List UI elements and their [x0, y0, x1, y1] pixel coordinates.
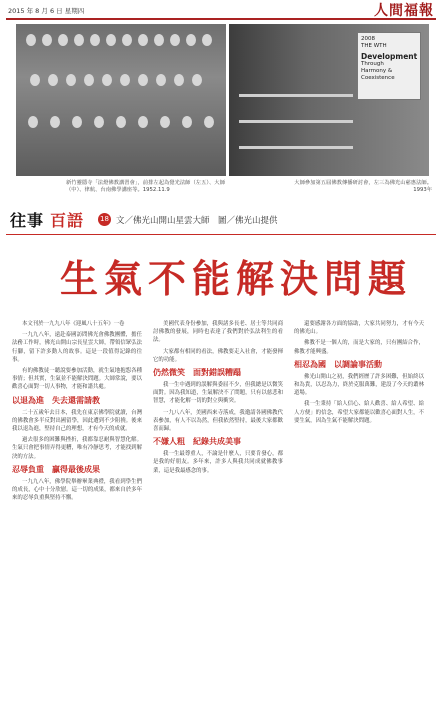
banner-line4: Through: [361, 61, 384, 67]
column-name-red: 百語: [50, 211, 85, 230]
newspaper-header: [6, 0, 436, 20]
conference-banner: [357, 32, 421, 100]
column-header: [6, 208, 436, 232]
article-title: 生氣不能解決問題: [60, 256, 413, 301]
paragraph: 本文刊於一九九八年《迎風八十五年》一卷: [22, 321, 125, 327]
issue-date: 2015 年 8 月 6 日 星期四: [8, 7, 85, 15]
paragraph: 一九九八年，佛學院舉辦畢業典禮，我看到學生們的成長，心中十分欣慰。這一切的成果，都來自於多年來的忍辱負重與堅持不懈。: [12, 478, 142, 502]
photo-section: [6, 24, 436, 230]
column-number-badge: 18: [98, 213, 111, 226]
article-body: [12, 320, 432, 702]
conference-photo-right: [229, 24, 429, 176]
paragraph: 有的佛教徒一聽說要參加活動，就生氣地抱怨各種事情；但其實，生氣並不能解決問題。大師常說，要以歡喜心面對一切人事物，才能和諧共處。: [12, 368, 142, 391]
banner-line6: Coexistence: [361, 75, 395, 81]
column-name-black: 往事: [10, 211, 45, 230]
paragraph: 過去很多的困難與挫折，我都靠忍耐與智慧化解。生氣只會把事情弄得更糟，唯有冷靜思考，才能找到解決的方法。: [12, 437, 142, 460]
paragraph: 我一生中遇到的誤解與委屈不少，但我總是以微笑面對。因為我知道，生氣解決不了問題，只有以慈悲和智慧，才能化解一切的對立與衝突。: [153, 382, 283, 405]
banner-line3: Development: [361, 52, 418, 61]
paragraph: 還要感謝各方面的協助，大家共同努力，才有今天的佛光山。: [294, 321, 424, 336]
photo-caption-left: 新竹靈隱寺「法燈佛教講習會」，前排左起為覺光法師（左五）、大師（中）、律航、台南佛學講座等。1952.11.9: [66, 180, 225, 193]
paragraph: 大家都有相同的看法，佛教要走入社會，才能發揮它的功能。: [153, 348, 283, 363]
group-photo-left: [16, 24, 226, 176]
paragraph: 美國代表身份參加，我與諸多長老、居士等共同商討佛教的發展，同時也表達了我們對於弘法利生的看法。: [153, 321, 283, 344]
paragraph: 一九九八年，遠赴泰國訪問佛光會佛教團體，擔任法務工作時，佛光山開山宗長星雲大師，帶領信眾弘法行腳，留下許多動人的故事。這是一段值得記錄的往事。: [12, 332, 142, 363]
banner-year: 2008: [361, 36, 375, 42]
article-column-3: [294, 320, 424, 428]
subheading: 仍然微笑 面對錯誤糟蹋: [153, 368, 241, 378]
subheading: 忍辱負重 贏得最後成果: [12, 464, 100, 474]
newspaper-logo: 人間福報: [374, 3, 434, 19]
banner-line2: THE WTH: [361, 43, 387, 49]
photo-caption-right: 大師參加第五屆佛教傳播研討會，左三為佛光山慈惠法師。1993年: [294, 180, 432, 193]
subheading: 不嫌人粗 紀錄共成美事: [153, 437, 241, 447]
subheading: 相忍為國 以調論事活動: [294, 359, 382, 369]
paragraph: 佛教不是一個人的，而是大家的，只有團結合作，佛教才能興盛。: [294, 340, 424, 355]
paragraph: 佛光山開山之初，我們經歷了許多困難，但始終以和為貴，以忍為力，終於克服萬難，建設了今天的叢林道場。: [294, 373, 424, 397]
paragraph: 我一生秉持「給人信心、給人歡喜、給人希望、給人方便」的信念，希望大家都能以歡喜心面對人生，不要生氣，因為生氣不能解決問題。: [294, 401, 424, 424]
paragraph: 我一生最尊重人，不論是什麼人，只要肯發心，都是我的好朋友。多年來，許多人與我共同成就佛教事業，這是我最感念的事。: [153, 451, 283, 474]
subheading: 以退為進 失去還需請教: [12, 395, 100, 405]
header-rule: [6, 234, 436, 235]
article-column-1: [12, 320, 142, 505]
byline: 文／佛光山開山星雲大師 圖／佛光山提供: [116, 216, 278, 226]
banner-line5: Harmony &: [361, 68, 393, 74]
article-column-2: [153, 320, 283, 478]
paragraph: 二十五歲年去日本，我先在東京佛學院就讀，台灣的佛教會多半反對出國留學，因此遭到不少阻撓。後來我以退為進，堅持自己的理想，才有今天的成就。: [12, 409, 142, 433]
paragraph: 一九八八年，美國西來寺落成，我邀請各國佛教代表參加，有人不以為然，但我依然堅持，最後大家都歡喜而歸。: [153, 409, 283, 433]
